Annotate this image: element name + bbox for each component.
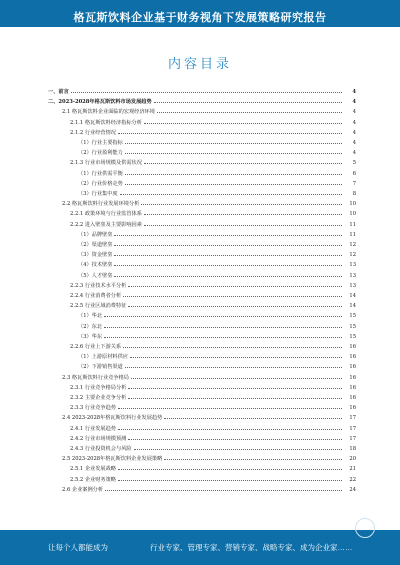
toc-entry-page: 4 xyxy=(352,119,356,126)
toc-heading: 内容目录 xyxy=(167,57,232,72)
toc-entry-label: 2.3 格瓦斯饮料行业竞争格局 xyxy=(62,374,129,381)
toc-entry-page: 4 xyxy=(352,89,356,95)
toc-entry[interactable] xyxy=(70,474,356,483)
toc-leader-dots xyxy=(164,412,342,419)
toc-entry-label: 2.4 2023-2028年格瓦斯饮料行业发展趋势 xyxy=(62,415,163,422)
toc-entry-label: 2.3.3 行业竞争趋势 xyxy=(70,405,116,412)
toc-entry[interactable] xyxy=(70,280,356,289)
toc-entry-page: 4 xyxy=(352,129,356,136)
toc-entry[interactable] xyxy=(62,453,356,462)
toc-leader-dots xyxy=(128,382,342,389)
toc-entry-label: 2.2.5 行业区域消费特征 xyxy=(70,303,127,310)
toc-entry-label: （3）资金壁垒 xyxy=(78,252,113,259)
toc-leader-dots xyxy=(125,361,342,368)
toc-entry-page: 4 xyxy=(352,99,356,106)
toc-entry-label: 2.4.2 行业市场规模预测 xyxy=(70,435,127,442)
toc-entry-label: 2.2.2 进入壁垒及主要影响因素 xyxy=(70,221,142,228)
toc-entry-page: 4 xyxy=(352,109,356,116)
toc-entry[interactable] xyxy=(70,117,356,126)
toc-entry-label: （1）华北 xyxy=(78,313,103,320)
toc-entry[interactable] xyxy=(70,392,356,401)
toc-entry[interactable] xyxy=(70,219,356,228)
toc-entry-page: 13 xyxy=(349,272,356,279)
toc-entry[interactable] xyxy=(70,208,356,217)
toc-leader-dots xyxy=(134,443,342,450)
toc-entry-page: 17 xyxy=(349,415,356,422)
toc-entry-page: 11 xyxy=(349,221,356,228)
toc-leader-dots xyxy=(144,157,342,164)
toc-leader-dots xyxy=(118,423,342,430)
toc-entry[interactable] xyxy=(78,310,356,319)
toc-entry[interactable] xyxy=(70,127,356,136)
toc-entry[interactable] xyxy=(70,463,356,472)
toc-entry-page: 5 xyxy=(352,160,356,167)
toc-entry-label: （1）行业主要指标 xyxy=(78,140,123,146)
toc-entry-label: （2）行业盈利能力 xyxy=(78,150,123,157)
toc-leader-dots xyxy=(104,331,342,338)
toc-entry-label: （2）行业价格走势 xyxy=(78,180,123,187)
toc-entry[interactable] xyxy=(78,270,356,279)
toc-entry-label: （3）华东 xyxy=(78,333,103,340)
toc-entry-page: 16 xyxy=(349,344,356,350)
toc-entry-page: 15 xyxy=(349,323,356,330)
toc-entry[interactable] xyxy=(48,86,356,95)
toc-entry-label: 2.5 2023-2028年格瓦斯饮料企业发展策略 xyxy=(62,456,163,463)
toc-entry-label: （2）东北 xyxy=(78,323,103,330)
decorative-circle xyxy=(355,518,375,538)
toc-entry-page: 24 xyxy=(349,486,356,493)
toc-entry-page: 12 xyxy=(349,252,356,259)
toc-entry-page: 20 xyxy=(349,456,356,463)
toc-entry-label: （4）技术壁垒 xyxy=(78,262,113,269)
toc-entry[interactable] xyxy=(78,351,356,360)
toc-entry[interactable] xyxy=(70,402,356,411)
toc-entry-label: 2.1.2 行业经营情况 xyxy=(70,129,116,136)
toc-entry[interactable] xyxy=(62,106,356,115)
toc-entry-label: 2.2.6 行业上下游关系 xyxy=(70,344,122,350)
toc-entry-page: 16 xyxy=(349,374,356,381)
toc-entry-page: 10 xyxy=(349,201,356,208)
toc-entry[interactable] xyxy=(48,96,356,105)
toc-entry[interactable] xyxy=(78,331,356,340)
toc-entry[interactable] xyxy=(78,249,356,258)
toc-entry-page: 18 xyxy=(349,446,356,452)
toc-entry-page: 16 xyxy=(349,405,356,412)
toc-entry-label: （3）行业集中度 xyxy=(78,191,118,197)
toc-entry[interactable] xyxy=(62,372,356,381)
toc-entry-page: 15 xyxy=(349,313,356,320)
toc-entry-label: 2.2.1 政策环境与行业监管体系 xyxy=(70,211,142,218)
toc-entry-page: 14 xyxy=(349,303,356,310)
toc-entry-page: 11 xyxy=(349,231,356,238)
toc-entry[interactable] xyxy=(78,147,356,156)
toc-entry-label: （1）品牌壁垒 xyxy=(78,231,113,238)
toc-entry-page: 6 xyxy=(352,170,356,177)
toc-entry-label: （5）人才壁垒 xyxy=(78,272,113,279)
toc-entry-label: 2.4.3 行业投资机会与风险 xyxy=(70,446,132,452)
toc-leader-dots xyxy=(164,453,342,460)
toc-entry-page: 13 xyxy=(349,262,356,269)
toc-entry-page: 22 xyxy=(349,476,356,483)
toc-entry[interactable] xyxy=(62,484,356,493)
toc-leader-dots xyxy=(114,239,342,246)
toc-leader-dots xyxy=(144,208,342,215)
toc-entry-label: 2.2.4 行业消费者分析 xyxy=(70,293,122,299)
toc-entry-page: 16 xyxy=(349,395,356,401)
toc-entry-page: 17 xyxy=(349,425,356,432)
toc-entry-label: 2.6 企业案例分析 xyxy=(62,486,104,493)
toc-leader-dots xyxy=(128,433,342,440)
toc-entry-label: 2.2 格瓦斯饮料行业发展环境分析 xyxy=(62,201,140,208)
toc-entry-label: （2）下游销售渠道 xyxy=(78,364,123,371)
toc-leader-dots xyxy=(125,147,342,154)
toc-leader-dots xyxy=(123,290,342,297)
toc-leader-dots xyxy=(118,474,342,481)
toc-leader-dots xyxy=(157,106,342,113)
toc-leader-dots xyxy=(141,198,342,205)
toc-entry[interactable] xyxy=(70,433,356,442)
toc-entry[interactable] xyxy=(78,239,356,248)
toc-leader-dots xyxy=(114,259,342,266)
toc-entry[interactable] xyxy=(78,188,356,197)
toc-leader-dots xyxy=(128,300,342,307)
report-title: 格瓦斯饮料企业基于财务视角下发展策略研究报告 xyxy=(73,12,327,24)
toc-leader-dots xyxy=(128,392,342,399)
toc-entry[interactable] xyxy=(78,168,356,177)
toc-entry[interactable] xyxy=(70,300,356,309)
toc-entry-label: 2.1.1 格瓦斯饮料经济指标分析 xyxy=(70,119,142,126)
toc-entry-page: 21 xyxy=(349,466,356,473)
toc-entry-page: 16 xyxy=(349,384,356,391)
toc-entry-label: 2.4.1 行业发展趋势 xyxy=(70,425,116,432)
toc-entry-label: 2.5.1 企业发展战略 xyxy=(70,466,116,473)
toc-leader-dots xyxy=(130,351,342,358)
toc-leader-dots xyxy=(125,137,342,144)
toc-entry-page: 15 xyxy=(349,333,356,340)
toc-entry-label: （2）渠道壁垒 xyxy=(78,242,113,248)
footer-slogan-right: 行业专家、管理专家、营销专家、战略专家、成为企业家…… xyxy=(150,543,353,552)
footer-bar xyxy=(0,530,400,565)
toc-leader-dots xyxy=(118,402,342,409)
toc-leader-dots xyxy=(154,96,342,103)
toc-entry[interactable] xyxy=(78,361,356,370)
toc-entry[interactable] xyxy=(70,290,356,299)
toc-leader-dots xyxy=(104,310,342,317)
toc-entry[interactable] xyxy=(78,229,356,238)
toc-leader-dots xyxy=(131,372,342,379)
toc-leader-dots xyxy=(114,249,342,256)
toc-entry[interactable] xyxy=(78,178,356,187)
toc-leader-dots xyxy=(114,270,342,277)
toc-leader-dots xyxy=(120,188,342,195)
toc-entry-label: （1）上游原材料供应 xyxy=(78,354,128,361)
toc-entry-label: 2.3.1 行业竞争格局分析 xyxy=(70,384,127,391)
toc-entry-page: 16 xyxy=(349,354,356,361)
toc-leader-dots xyxy=(123,341,342,348)
toc-leader-dots xyxy=(125,178,342,185)
toc-entry-page: 10 xyxy=(349,211,356,218)
toc-leader-dots xyxy=(144,117,342,124)
toc-entry-page: 7 xyxy=(352,180,356,187)
toc-entry-page: 4 xyxy=(352,150,356,157)
toc-entry-page: 16 xyxy=(349,364,356,371)
toc-entry-page: 12 xyxy=(349,242,356,248)
toc-entry-page: 13 xyxy=(349,282,356,289)
toc-entry-page: 17 xyxy=(349,435,356,442)
toc-leader-dots xyxy=(114,229,342,236)
toc-entry[interactable] xyxy=(62,198,356,207)
toc-leader-dots xyxy=(128,280,342,287)
toc-leader-dots xyxy=(125,168,342,175)
toc-entry[interactable] xyxy=(70,423,356,432)
toc-entry-page: 14 xyxy=(349,293,356,299)
toc-entry[interactable] xyxy=(70,341,356,350)
toc-entry[interactable] xyxy=(70,443,356,452)
toc-entry[interactable] xyxy=(78,321,356,330)
toc-leader-dots xyxy=(71,86,342,93)
toc-leader-dots xyxy=(118,127,342,134)
toc-entry[interactable] xyxy=(78,259,356,268)
toc-entry-label: 2.1.3 行业市场规模及供需状况 xyxy=(70,160,142,167)
footer-slogan-left: 让每个人都能成为 xyxy=(48,543,108,552)
toc-entry-label: 2.3.2 主要企业竞争分析 xyxy=(70,395,127,401)
toc-entry-label: 一、前言 xyxy=(48,89,69,95)
toc-entry-label: 2.2.3 行业技术水平分析 xyxy=(70,282,127,289)
toc-leader-dots xyxy=(104,321,342,328)
toc-entry[interactable] xyxy=(78,137,356,146)
toc-leader-dots xyxy=(118,463,342,470)
toc-entry-label: （1）行业供需平衡 xyxy=(78,170,123,177)
toc-entry[interactable] xyxy=(70,157,356,166)
toc-entry[interactable] xyxy=(70,382,356,391)
toc-entry-page: 8 xyxy=(352,191,356,197)
toc-entry-label: 二、2023-2028年格瓦斯饮料市场发展趋势 xyxy=(48,99,152,106)
toc-entry[interactable] xyxy=(62,412,356,421)
toc-leader-dots xyxy=(105,484,342,491)
toc-entry-page: 4 xyxy=(352,140,356,146)
toc-entry-label: 2.1 格瓦斯饮料企业面临的宏观经济环境 xyxy=(62,109,155,116)
toc-entry-label: 2.5.2 企业财务策略 xyxy=(70,476,116,483)
toc-leader-dots xyxy=(144,219,342,226)
